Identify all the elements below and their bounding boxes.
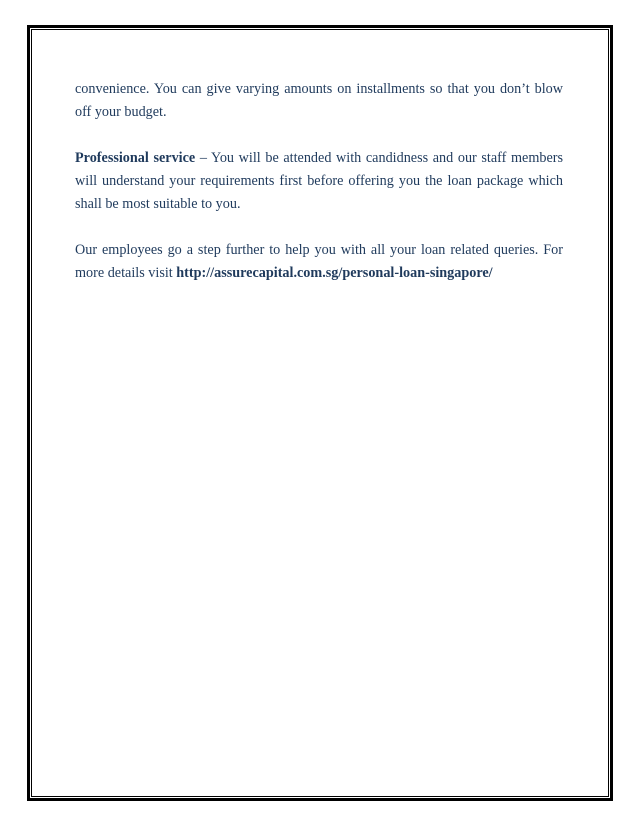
paragraph-budget-text: convenience. You can give varying amounts on installments so that you don’t blow off your budget. xyxy=(75,81,563,120)
paragraph-employees xyxy=(75,239,563,285)
assure-capital-link[interactable]: http://assurecapital.com.sg/personal-loan-singapore/ xyxy=(176,265,493,281)
paragraph-professional-service xyxy=(75,147,563,216)
professional-service-heading: Professional service xyxy=(75,150,196,166)
paragraph-employees-text: Our employees go a step further to help you with all your loan related queries. For more details visit xyxy=(75,242,563,281)
document-body xyxy=(75,78,563,308)
paragraph-budget xyxy=(75,78,563,124)
professional-service-text: – You will be attended with candidness and our staff members will understand your requirements first before offering you the loan package which shall be most suitable to you. xyxy=(75,150,563,212)
